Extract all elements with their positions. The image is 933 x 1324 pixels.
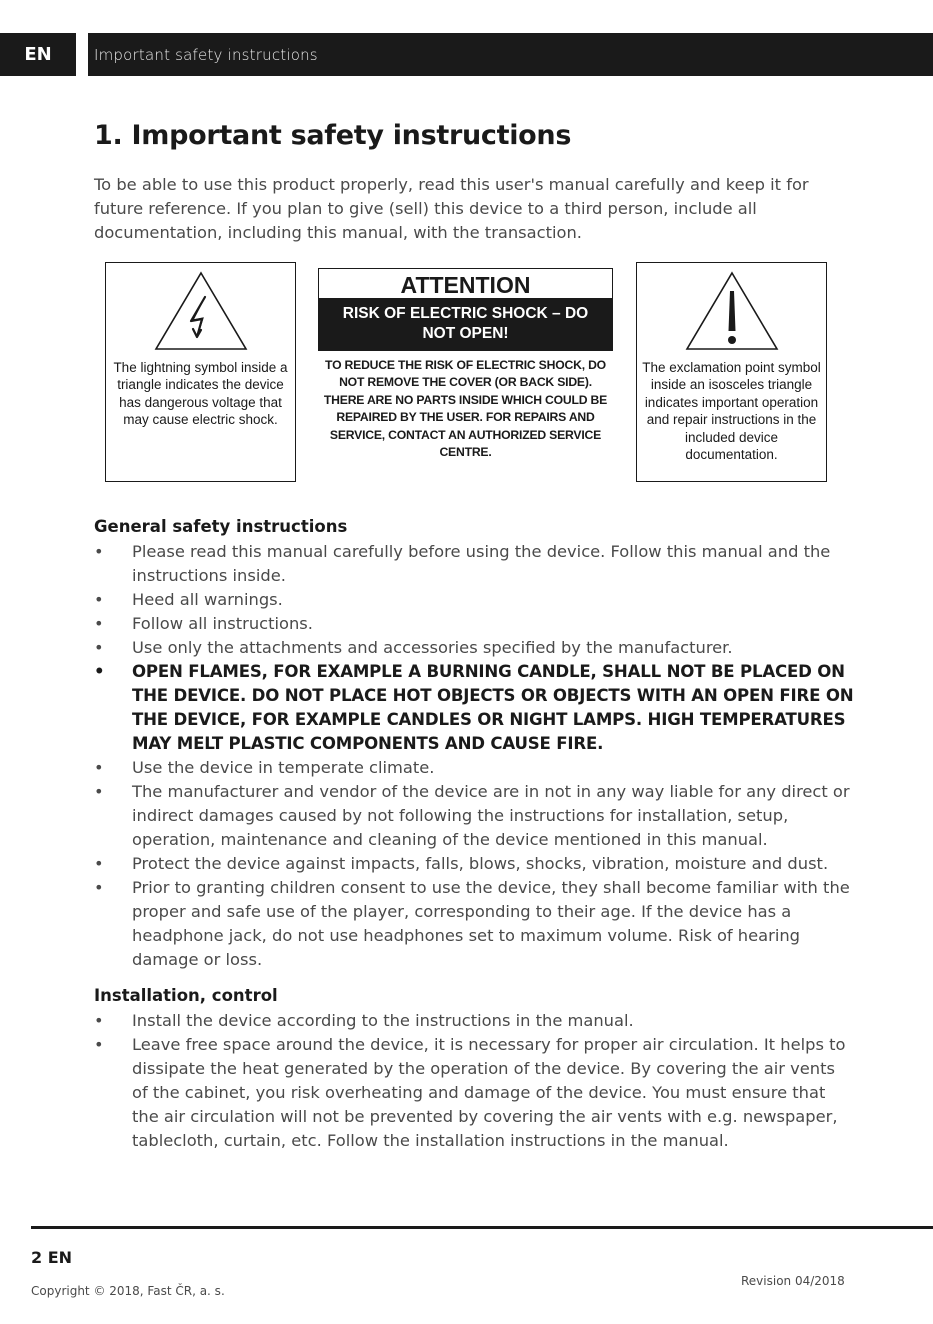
attention-heading: ATTENTION <box>318 268 613 298</box>
list-item: • Use only the attachments and accessories specified by the manufacturer. <box>94 636 854 660</box>
list-item: • Use the device in temperate climate. <box>94 756 854 780</box>
lightning-warning-box <box>105 262 296 482</box>
lightning-warning-text: The lightning symbol inside a triangle indicates the device has dangerous voltage that may cause electric shock. <box>113 360 288 428</box>
general-safety-heading: General safety instructions <box>94 517 348 536</box>
exclamation-warning-box <box>636 262 827 482</box>
attention-body: TO REDUCE THE RISK OF ELECTRIC SHOCK, DO NOT REMOVE THE COVER (OR BACK SIDE). THERE ARE NO PARTS INSIDE WHICH COULD BE REPAIRED BY THE USER. FOR REPAIRS AND SERVICE, CONTACT AN AUTHORIZED SERVICE CENTRE. <box>323 358 608 460</box>
revision-text: Revision 04/2018 <box>741 1274 845 1288</box>
exclamation-triangle-icon <box>684 269 780 353</box>
attention-notice <box>318 268 613 461</box>
attention-subheading: RISK OF ELECTRIC SHOCK – DO NOT OPEN! <box>318 298 613 351</box>
list-item: • The manufacturer and vendor of the device are in not in any way liable for any direct or indirect damages caused by not following the instructions for installation, setup, operation, maintenance and cleaning of the device mentioned in this manual. <box>94 780 854 852</box>
list-item: • Follow all instructions. <box>94 612 854 636</box>
installation-heading: Installation, control <box>94 986 278 1005</box>
copyright-text: Copyright © 2018, Fast ČR, a. s. <box>31 1284 225 1298</box>
list-item-fire-warning: • OPEN FLAMES, FOR EXAMPLE A BURNING CANDLE, SHALL NOT BE PLACED ON THE DEVICE. DO NOT PLACE HOT OBJECTS OR OBJECTS WITH AN OPEN FIRE ON THE DEVICE, FOR EXAMPLE CANDLES OR NIGHT LAMPS. HIGH TEMPERATURES MAY MELT PLASTIC COMPONENTS AND CAUSE FIRE. <box>94 660 854 756</box>
lightning-triangle-icon <box>153 269 249 353</box>
general-safety-list <box>94 540 854 972</box>
list-item: • Install the device according to the instructions in the manual. <box>94 1009 854 1033</box>
page-number: 2 EN <box>31 1248 73 1267</box>
list-item: • Please read this manual carefully before using the device. Follow this manual and the instructions inside. <box>94 540 854 588</box>
exclamation-warning-text: The exclamation point symbol inside an isosceles triangle indicates important operation and repair instructions in the included device documentation. <box>642 360 821 463</box>
installation-list <box>94 1009 854 1153</box>
header-section-title: Important safety instructions <box>88 33 933 76</box>
page-title: 1. Important safety instructions <box>94 120 572 151</box>
list-item: • Prior to granting children consent to use the device, they shall become familiar with the proper and safe use of the player, corresponding to their age. If the device has a headphone jack, do not use headphones set to maximum volume. Risk of hearing damage or loss. <box>94 876 854 972</box>
footer-divider <box>31 1226 933 1229</box>
list-item: • Heed all warnings. <box>94 588 854 612</box>
list-item: • Protect the device against impacts, falls, blows, shocks, vibration, moisture and dust. <box>94 852 854 876</box>
intro-paragraph: To be able to use this product properly, read this user's manual carefully and keep it for future reference. If you plan to give (sell) this device to a third person, include all documentation, including this manual, with the transaction. <box>94 175 809 242</box>
language-tab: EN <box>0 33 76 76</box>
list-item: • Leave free space around the device, it is necessary for proper air circulation. It helps to dissipate the heat generated by the operation of the device. By covering the air vents of the cabinet, you risk overheating and damage of the device. You must ensure that the air circulation will not be prevented by covering the air vents with e.g. newspaper, tablecloth, curtain, etc. Follow the installation instructions in the manual. <box>94 1033 854 1153</box>
